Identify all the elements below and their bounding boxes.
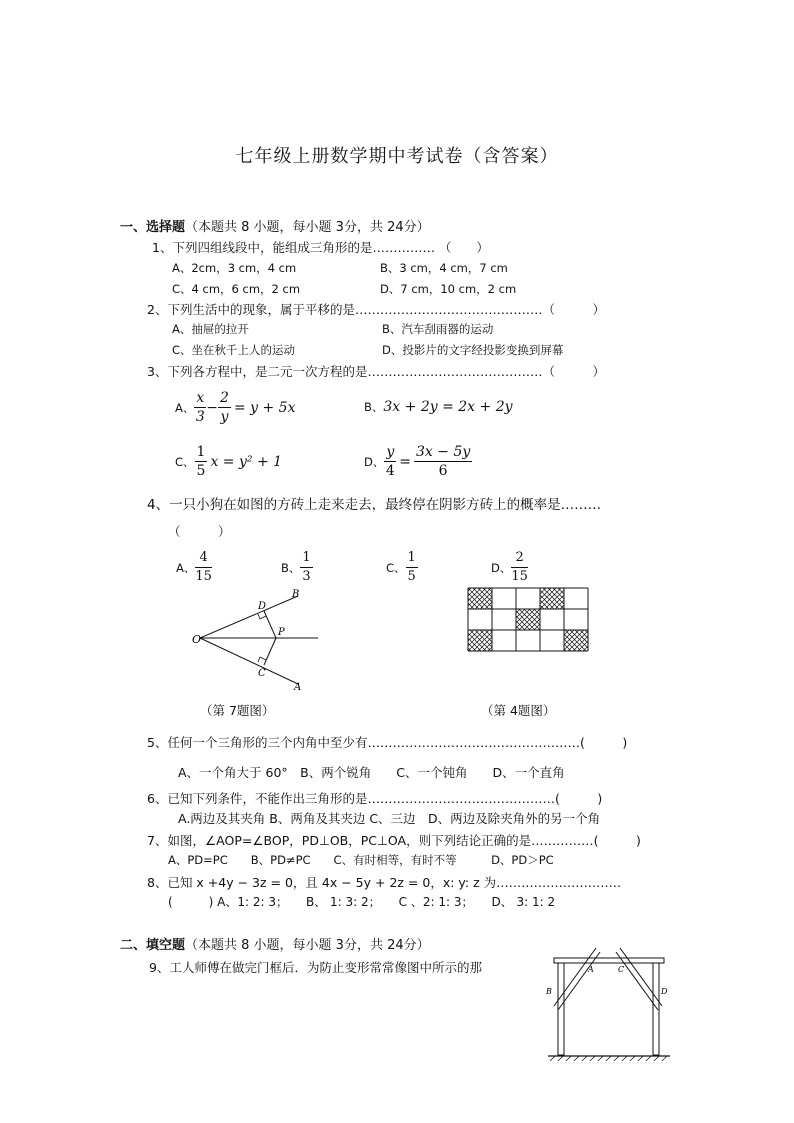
denominator: 3	[195, 409, 205, 425]
label-d: D	[258, 601, 267, 612]
door-top-beam	[554, 958, 664, 963]
segment-pd	[264, 611, 276, 638]
fraction	[384, 443, 396, 480]
shaded-tile	[468, 630, 492, 651]
denominator: 4	[385, 463, 395, 479]
question-4-option-a	[176, 549, 212, 586]
shaded-tile	[516, 609, 540, 630]
figure-4-caption: （第 4题图）	[481, 703, 556, 718]
right-angle-mark-c	[258, 657, 266, 662]
expression: = y + 5x	[233, 399, 296, 416]
numerator: y	[386, 444, 395, 460]
numerator: 1	[300, 549, 312, 568]
label-c: C	[618, 965, 625, 974]
shaded-tile	[468, 588, 492, 609]
label-a: A	[588, 965, 594, 974]
fraction	[406, 549, 418, 586]
denominator: 15	[511, 569, 528, 584]
denominator: y	[220, 409, 229, 425]
option-label: B、	[281, 560, 301, 575]
question-2-option-a: A、抽屉的拉开	[172, 322, 249, 336]
fraction	[414, 443, 472, 480]
figure-7-angle-bisector	[186, 588, 326, 696]
shaded-tile	[564, 630, 588, 651]
question-1-stem: 1、下列四组线段中，能组成三角形的是…………… （ ）	[152, 240, 489, 255]
numerator: 3x − 5y	[416, 444, 471, 460]
question-2-stem: 2、下列生活中的现象，属于平移的是………………………………………（ ）	[147, 302, 605, 317]
question-7-options: A、PD=PC B、PD≠PC C、有时相等，有时不等 D、PD＞PC	[168, 853, 554, 867]
section-title: 二、填空题	[120, 938, 186, 953]
numerator: 1	[196, 444, 206, 460]
question-4-option-d	[491, 549, 528, 586]
section-note: （本题共 8 小题，每小题 3分，共 24分）	[185, 220, 430, 235]
ground-hatching	[550, 1056, 667, 1061]
question-1-option-a: A、2cm，3 cm，4 cm	[172, 261, 297, 275]
expression: x = y² + 1	[210, 453, 283, 470]
fraction	[195, 549, 212, 586]
question-7-stem: 7、如图，∠AOP=∠BOP，PD⊥OB，PC⊥OA，则下列结论正确的是……………( )	[147, 833, 641, 848]
question-6-options: A.两边及其夹角 B、两角及其夹边 C、三边 D、两边及除夹角外的另一个角	[178, 811, 601, 826]
fraction	[300, 549, 312, 586]
numerator: 4	[195, 549, 212, 568]
question-3-option-d	[364, 443, 472, 480]
ray-oa	[200, 638, 298, 684]
question-3-option-a	[175, 389, 295, 426]
question-4-option-c	[386, 549, 418, 586]
label-b: B	[546, 987, 552, 996]
label-c: C	[258, 668, 266, 679]
question-8-stem: 8、已知 x +4y − 3z = 0，且 4x − 5y + 2z = 0，x: y: z 为…………………………	[147, 875, 622, 890]
label-o: O	[192, 633, 202, 646]
question-4-answer-paren: （ ）	[168, 524, 231, 539]
option-label: D、	[491, 560, 512, 575]
door-right-post	[653, 963, 659, 1055]
shaded-tiles	[468, 588, 588, 651]
question-3-stem: 3、下列各方程中，是二元一次方程的是……………………………………（ ）	[147, 364, 605, 379]
question-3-option-b	[364, 399, 513, 415]
segment-pc	[264, 638, 276, 665]
numerator: 2	[220, 390, 229, 406]
label-p: P	[278, 627, 285, 638]
fraction	[511, 549, 528, 586]
figure-7-caption: （第 7题图）	[200, 703, 275, 718]
option-label: A、	[175, 400, 195, 415]
denominator: 3	[302, 569, 311, 584]
label-b: B	[292, 589, 300, 600]
denominator: 6	[438, 463, 448, 479]
page-title: 七年级上册数学期中考试卷（含答案）	[235, 146, 559, 167]
question-4-stem: 4、一只小狗在如图的方砖上走来走去，最终停在阴影方砖上的概率是………	[147, 497, 602, 513]
option-label: D、	[364, 454, 385, 469]
denominator: 5	[407, 569, 416, 584]
question-5-stem: 5、任何一个三角形的三个内角中至少有……………………………………………( )	[147, 735, 628, 750]
expression: 3x + 2y = 2x + 2y	[383, 399, 513, 415]
denominator: 5	[196, 463, 206, 479]
question-2-option-b: B、汽车刮雨器的运动	[382, 322, 494, 336]
question-8-options: ( ) A、1: 2: 3； B、 1: 3: 2； C 、2: 1: 3； D、 3: 1: 2	[168, 895, 556, 909]
section-heading-choice	[120, 216, 430, 235]
question-1-option-b: B、3 cm，4 cm，7 cm	[380, 261, 508, 275]
label-d: D	[661, 987, 668, 996]
numerator: x	[196, 390, 205, 406]
operator: =	[399, 453, 412, 470]
question-4-option-b	[281, 549, 313, 586]
section-heading-fill	[120, 934, 430, 953]
question-9-stem: 9、工人师傅在做完门框后．为防止变形常常像图中所示的那	[149, 960, 482, 975]
section-note: （本题共 8 小题，每小题 3分，共 24分）	[185, 938, 430, 953]
question-6-stem: 6、已知下列条件，不能作出三角形的是………………………………………( )	[147, 791, 603, 806]
option-label: C、	[386, 560, 406, 575]
fraction	[194, 389, 206, 426]
shaded-tile	[540, 588, 564, 609]
question-1-option-d: D、7 cm，10 cm，2 cm	[380, 282, 517, 296]
question-2-option-c: C、坐在秋千上人的运动	[172, 343, 296, 357]
label-a: A	[294, 682, 302, 693]
denominator: 15	[195, 569, 212, 584]
figure-4-tile-grid	[467, 587, 591, 653]
option-label: B、	[364, 400, 384, 414]
operator: −	[206, 399, 219, 416]
numerator: 2	[511, 549, 528, 568]
question-2-option-d: D、投影片的文字经投影变换到屏幕	[382, 343, 564, 357]
fraction	[195, 443, 208, 480]
numerator: 1	[406, 549, 418, 568]
section-title: 一、选择题	[120, 220, 186, 235]
question-1-option-c: C、4 cm，6 cm，2 cm	[172, 282, 301, 296]
right-angle-mark-d	[258, 614, 266, 619]
option-label: A、	[176, 560, 196, 575]
question-3-option-c	[175, 443, 282, 480]
figure-9-door-frame	[544, 944, 674, 1066]
question-5-options: A、一个角大于 60° B、两个锐角 C、一个钝角 D、一个直角	[178, 765, 565, 780]
fraction	[218, 389, 231, 426]
option-label: C、	[175, 454, 195, 469]
